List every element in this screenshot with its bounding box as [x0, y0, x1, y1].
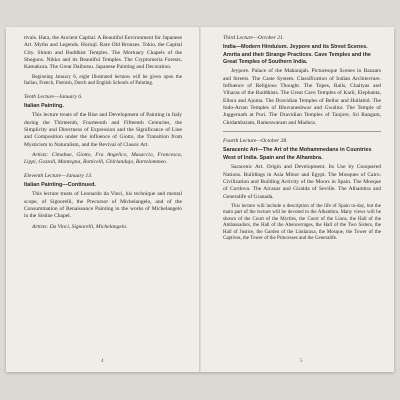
book-gutter [199, 27, 201, 372]
lecture-artists: Artists: Cimabue, Giotto, Fra Angelico, Masaccio, Francesca, Lippi, Gozzoli, Mantegna, Botticelli, Ghirlandajo, Bartolommeo. [24, 151, 182, 166]
lecture-note: This lecture will include a description of the life of Spain to-day, but the main part of the lecture will be devoted to the Alhambra. Many views will be shown of the Court of the Myrtles, the Court of the Lions, the Hall of the Ambassadors, the Hall of the Abencerrages, the Hall of the Two Sisters, the Hall of Justice, the Garden of the Lindaraxa, the Mosque, the Tower of the Captives, the Tower of the Princesses and the Generalife. [223, 203, 381, 241]
right-page [223, 35, 381, 363]
lecture-heading: Tenth Lecture—January 6. [24, 93, 83, 100]
booklet-spread [6, 27, 394, 372]
lecture-heading: Third Lecture—October 21. [223, 35, 285, 41]
lecture-description: Jeypore. Palace of the Maharajah. Picturesque Scenes in Bazaars and Streets. The Caste System. Classification of Indian Architecture. Influence of Religious Thought. The Topes, Rails, Chaityas and Viharas of the Buddhists. The Great Cave Temples of Karli, Elephanta, Ellora and Ajunta. The Dravidian Temples of Bellur and Hullabid. The Indo-Arran Temples of Bhuvaneshwar and Gwalior. The Temple of Juggernath at Puri. The Dravidian Temples of Tanjore, Sri Rangam, Chidambaram, Rameswaram and Madura. [223, 68, 381, 126]
intro-paragraph: tivals. Hara, the Ancient Capital. A Beautiful Environment for Japanese Art. Myths and Legends. Horiuji. Rare Old Bronzes. Tokio, the Capital City. Shinto and Buddhist Temples. The Mortuary Chapels of the Shoguns. Nikko and its Beautiful Temples. The Cryptomeria Forests. Kamakura. The Great Daibutsu. Japanese Painting and Decoration. [24, 35, 182, 71]
page-number: 4 [101, 359, 104, 364]
lecture-heading: Eleventh Lecture—January 13. [24, 172, 93, 179]
lecture-description: This lecture treats of the Rise and Development of Painting in Italy during the Thirteenth, Fourteenth and Fifteenth Centuries, the Simplicity and Directness of Expression and the Significance of Line and Composition under the influence of Giotto, the Transition from Mysticism to Naturalism, and the Revival of Classic Art. [24, 112, 182, 148]
divider [223, 131, 381, 132]
lecture-description: Saracenic Art. Origin and Development. Its Use by Conquered Nations. Buildings in Asia Minor and Egypt. The Mosques of Cairo. Civilization and Building Activity of the Moors in Spain. The Mosque of Cordova. The Alcazar and Giralda of Seville. The Alhambra and Generalife of Granada. [223, 164, 381, 200]
lecture-topic: India—Modern Hinduism. Jeypore and its Street Scenes. Amrita and their Strange Practices. Cave Temples and the Great Temples of Southern India. [223, 44, 371, 66]
lecture-description: This lecture treats of Leonardo da Vinci, his technique and mental scope, of Signorelli, the Precursor of Michelangelo, and of the Consummation of Renaissance Painting in the works of Michelangelo in the Sistine Chapel. [24, 191, 182, 220]
lecture-heading: Fourth Lecture—October 28. [223, 138, 288, 145]
page-number: 5 [300, 359, 303, 364]
left-page [24, 35, 182, 363]
lecture-topic: Saracenic Art—The Art of the Mohammedans in Countries West of India. Spain and the Alhambra. [223, 147, 372, 161]
lecture-topic: Italian Painting—Continued. [24, 181, 96, 188]
notice-paragraph: Beginning January 6, eight Illustrated lectures will be given upon the Italian, French, Flemish, Dutch and English Schools of Painting. [24, 74, 182, 87]
lecture-topic: Italian Painting. [24, 102, 64, 109]
lecture-artists: Artists: Da Vinci, Signorelli, Michelangelo. [32, 223, 128, 230]
